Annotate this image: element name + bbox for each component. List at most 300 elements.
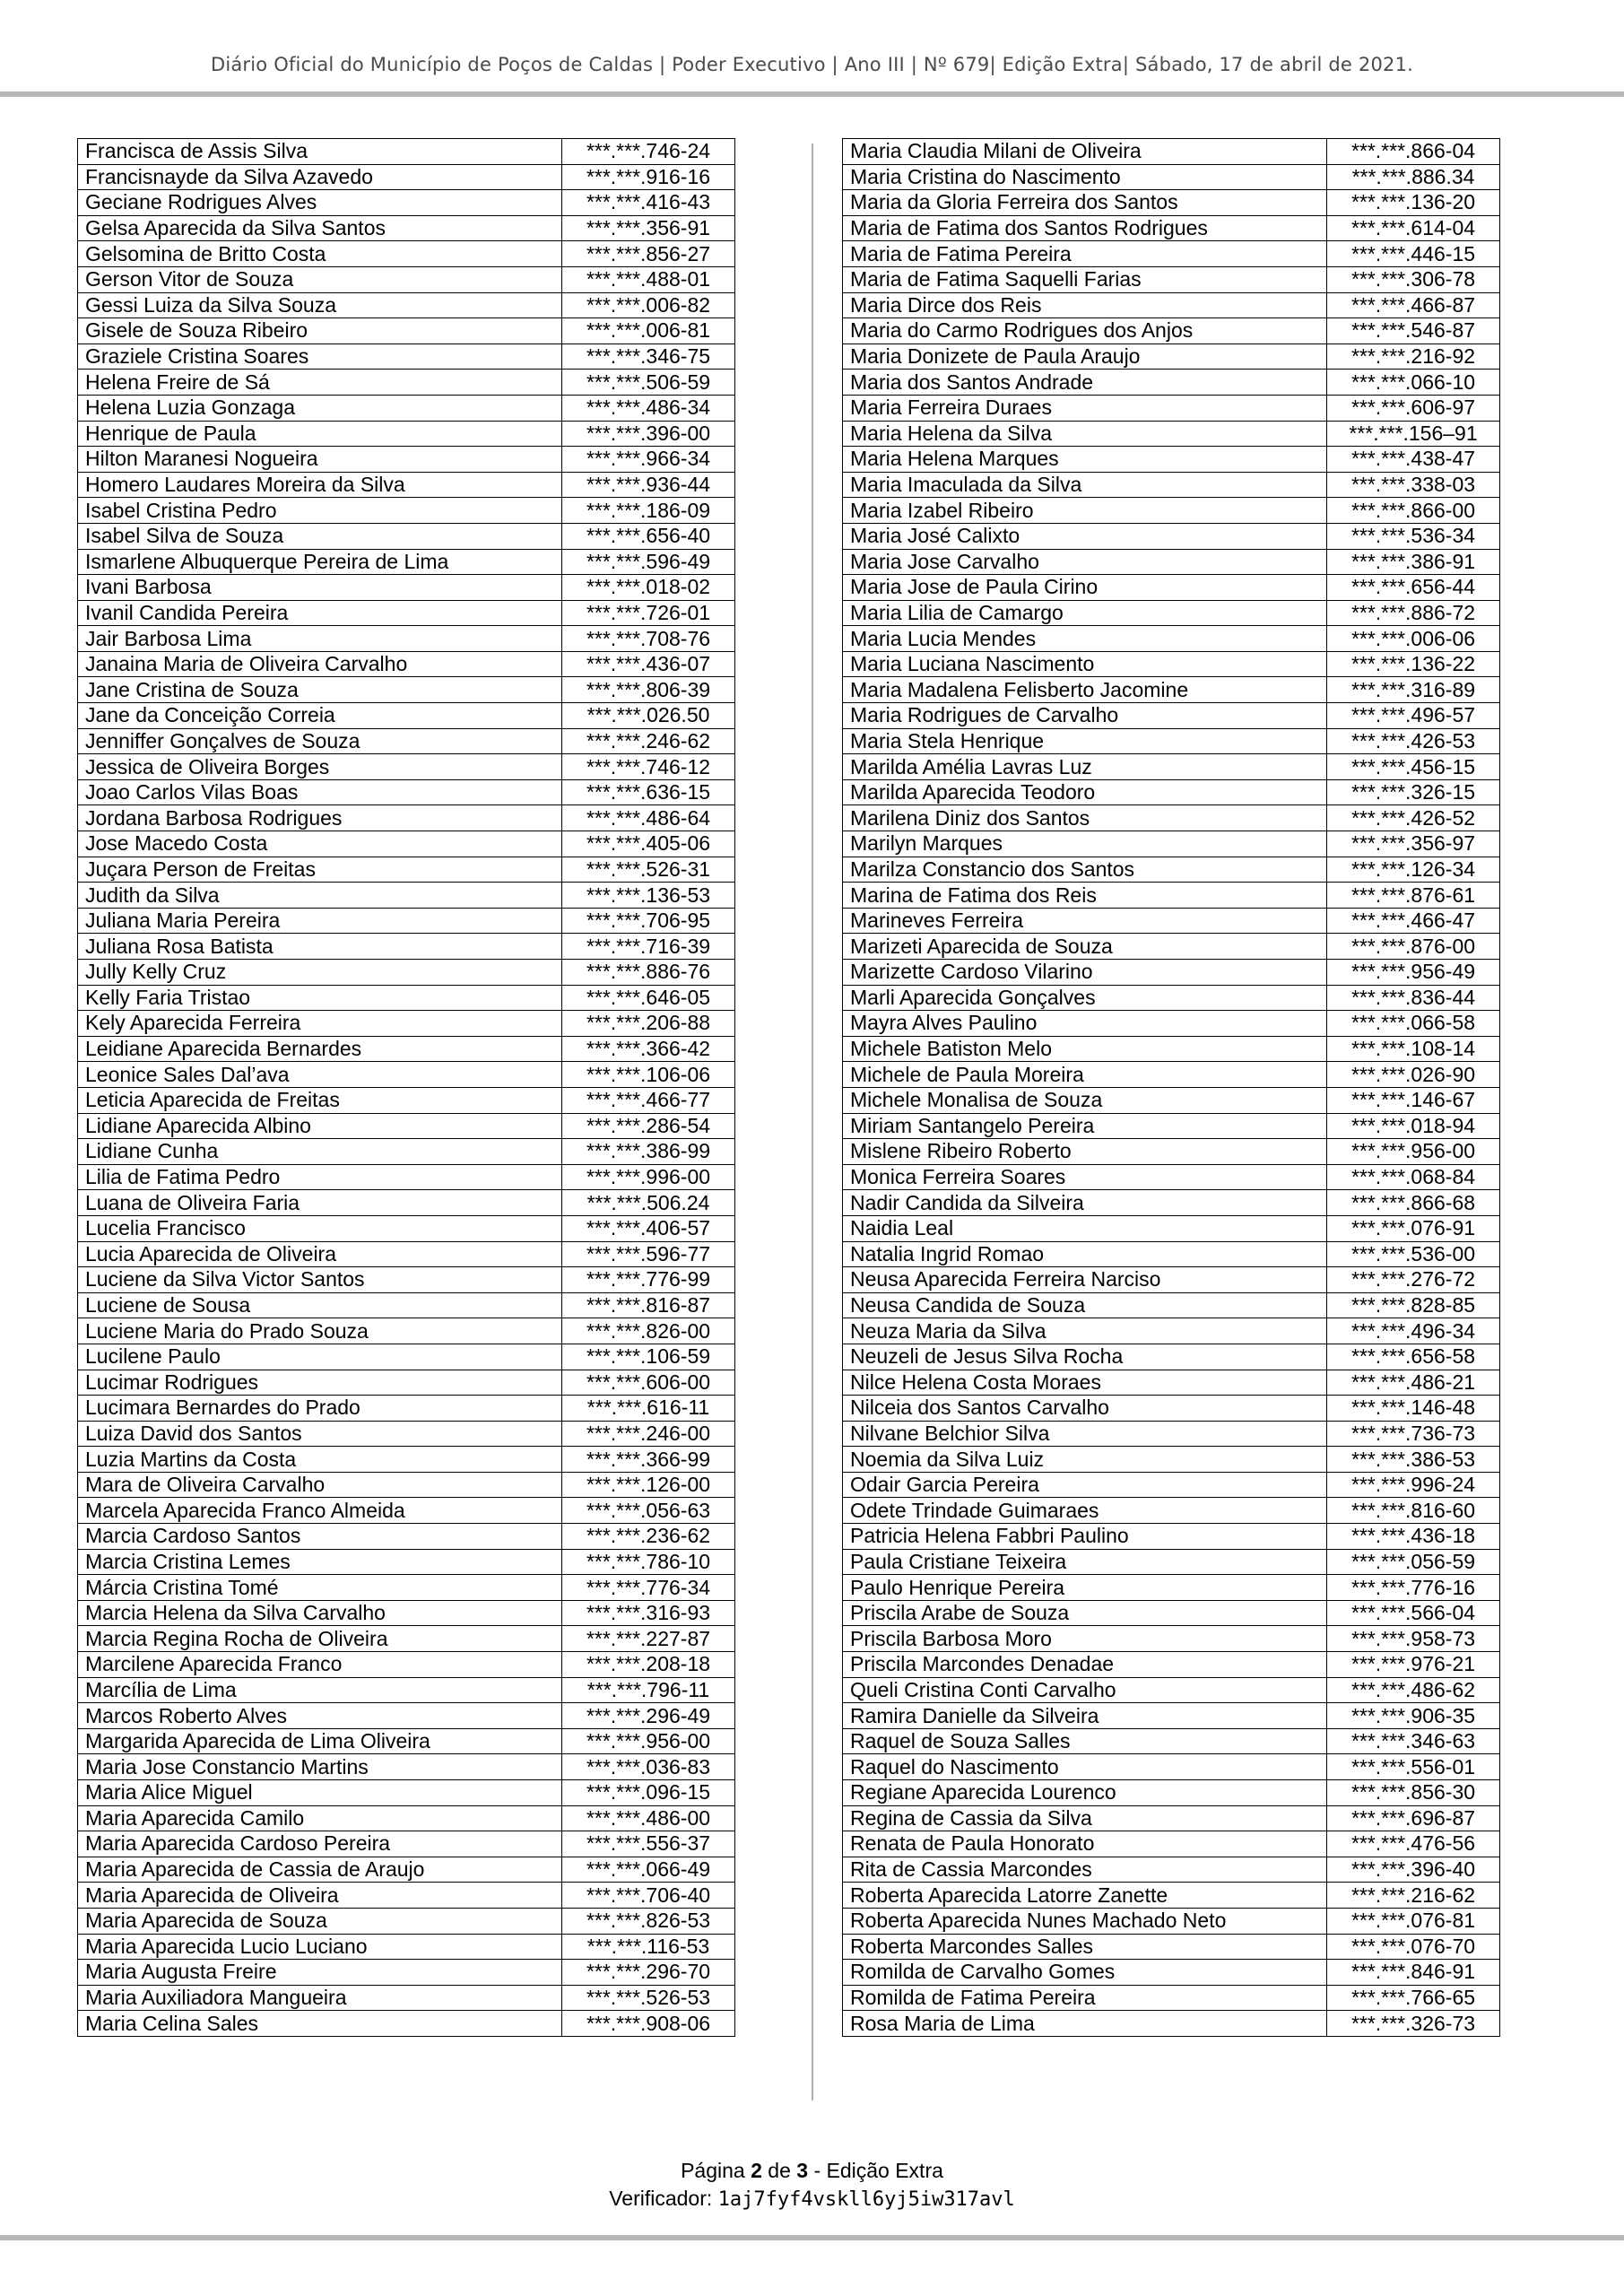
table-row xyxy=(843,344,1500,370)
person-name: Maria do Carmo Rodrigues dos Anjos xyxy=(843,318,1327,344)
masked-cpf: ***.***.156–91 xyxy=(1327,421,1500,447)
masked-cpf: ***.***.146-48 xyxy=(1327,1396,1500,1422)
masked-cpf: ***.***.546-87 xyxy=(1327,318,1500,344)
table-row xyxy=(78,677,735,703)
masked-cpf: ***.***.126-00 xyxy=(562,1472,735,1498)
table-row xyxy=(843,754,1500,780)
table-row xyxy=(78,1549,735,1575)
table-row xyxy=(78,370,735,396)
person-name: Rita de Cassia Marcondes xyxy=(843,1857,1327,1883)
table-row xyxy=(843,1549,1500,1575)
table-row xyxy=(843,651,1500,677)
person-name: Marcia Helena da Silva Carvalho xyxy=(78,1600,562,1626)
masked-cpf: ***.***.436-07 xyxy=(562,651,735,677)
table-row xyxy=(78,1934,735,1960)
person-name: Marilena Diniz dos Santos xyxy=(843,805,1327,831)
masked-cpf: ***.***.856-27 xyxy=(562,241,735,267)
person-name: Lucilene Paulo xyxy=(78,1344,562,1370)
table-row xyxy=(78,395,735,421)
masked-cpf: ***.***.958-73 xyxy=(1327,1626,1500,1652)
masked-cpf: ***.***.366-99 xyxy=(562,1447,735,1473)
masked-cpf: ***.***.746-12 xyxy=(562,754,735,780)
person-name: Renata de Paula Honorato xyxy=(843,1831,1327,1857)
person-name: Roberta Aparecida Nunes Machado Neto xyxy=(843,1908,1327,1934)
masked-cpf: ***.***.136-53 xyxy=(562,883,735,909)
masked-cpf: ***.***.596-49 xyxy=(562,549,735,575)
table-row xyxy=(78,883,735,909)
person-name: Geciane Rodrigues Alves xyxy=(78,190,562,216)
masked-cpf: ***.***.886-72 xyxy=(1327,600,1500,626)
masked-cpf: ***.***.906-35 xyxy=(1327,1703,1500,1729)
table-row xyxy=(843,1164,1500,1190)
person-name: Juliana Rosa Batista xyxy=(78,934,562,960)
person-name: Paulo Henrique Pereira xyxy=(843,1575,1327,1601)
person-name: Joao Carlos Vilas Boas xyxy=(78,779,562,805)
person-name: Patricia Helena Fabbri Paulino xyxy=(843,1524,1327,1550)
table-row xyxy=(78,215,735,241)
person-name: Márcia Cristina Tomé xyxy=(78,1575,562,1601)
table-row xyxy=(78,164,735,190)
table-row xyxy=(843,728,1500,754)
person-name: Mara de Oliveira Carvalho xyxy=(78,1472,562,1498)
table-row xyxy=(78,1626,735,1652)
table-row xyxy=(843,677,1500,703)
masked-cpf: ***.***.406-57 xyxy=(562,1215,735,1241)
masked-cpf: ***.***.386-91 xyxy=(1327,549,1500,575)
person-name: Maria de Fatima Pereira xyxy=(843,241,1327,267)
masked-cpf: ***.***.006-06 xyxy=(1327,626,1500,652)
person-name: Marcia Regina Rocha de Oliveira xyxy=(78,1626,562,1652)
person-name: Marli Aparecida Gonçalves xyxy=(843,985,1327,1011)
person-name: Maria Lucia Mendes xyxy=(843,626,1327,652)
person-name: Luana de Oliveira Faria xyxy=(78,1190,562,1216)
table-row xyxy=(843,908,1500,934)
masked-cpf: ***.***.426-53 xyxy=(1327,728,1500,754)
person-name: Raquel de Souza Salles xyxy=(843,1728,1327,1754)
person-name: Maria Aparecida Camilo xyxy=(78,1805,562,1831)
person-name: Lucia Aparecida de Oliveira xyxy=(78,1241,562,1267)
table-row xyxy=(843,1036,1500,1062)
table-row xyxy=(78,1190,735,1216)
table-row xyxy=(843,215,1500,241)
person-name: Maria Cristina do Nascimento xyxy=(843,164,1327,190)
person-name: Marcela Aparecida Franco Almeida xyxy=(78,1498,562,1524)
masked-cpf: ***.***.996-24 xyxy=(1327,1472,1500,1498)
masked-cpf: ***.***.227-87 xyxy=(562,1626,735,1652)
table-row xyxy=(78,651,735,677)
masked-cpf: ***.***.106-06 xyxy=(562,1062,735,1088)
masked-cpf: ***.***.216-92 xyxy=(1327,344,1500,370)
table-row xyxy=(843,1652,1500,1678)
table-row xyxy=(843,1062,1500,1088)
masked-cpf: ***.***.466-77 xyxy=(562,1087,735,1113)
masked-cpf: ***.***.486-62 xyxy=(1327,1677,1500,1703)
page-current: 2 xyxy=(751,2159,762,2182)
person-name: Gessi Luiza da Silva Souza xyxy=(78,292,562,318)
masked-cpf: ***.***.066-58 xyxy=(1327,1011,1500,1037)
person-name: Jose Macedo Costa xyxy=(78,831,562,857)
footer-rule xyxy=(0,2235,1624,2240)
masked-cpf: ***.***.366-42 xyxy=(562,1036,735,1062)
masked-cpf: ***.***.026.50 xyxy=(562,703,735,729)
masked-cpf: ***.***.956-49 xyxy=(1327,960,1500,986)
table-row xyxy=(78,523,735,549)
masked-cpf: ***.***.566-04 xyxy=(1327,1600,1500,1626)
person-name: Jessica de Oliveira Borges xyxy=(78,754,562,780)
table-row xyxy=(843,1241,1500,1267)
person-name: Luciene da Silva Victor Santos xyxy=(78,1267,562,1293)
masked-cpf: ***.***.526-31 xyxy=(562,857,735,883)
person-name: Regiane Aparecida Lourenco xyxy=(843,1780,1327,1806)
masked-cpf: ***.***.056-63 xyxy=(562,1498,735,1524)
masked-cpf: ***.***.736-73 xyxy=(1327,1421,1500,1447)
person-name: Leonice Sales Dal’ava xyxy=(78,1062,562,1088)
person-name: Isabel Silva de Souza xyxy=(78,523,562,549)
table-row xyxy=(78,1241,735,1267)
person-name: Maria Stela Henrique xyxy=(843,728,1327,754)
person-name: Hilton Maranesi Nogueira xyxy=(78,447,562,473)
masked-cpf: ***.***.656-58 xyxy=(1327,1344,1500,1370)
masked-cpf: ***.***.326-15 xyxy=(1327,779,1500,805)
table-row xyxy=(843,241,1500,267)
table-row xyxy=(843,395,1500,421)
person-name: Ivani Barbosa xyxy=(78,575,562,601)
table-row xyxy=(843,1600,1500,1626)
masked-cpf: ***.***.496-34 xyxy=(1327,1318,1500,1344)
table-row xyxy=(843,370,1500,396)
table-row xyxy=(843,139,1500,165)
table-row xyxy=(78,600,735,626)
table-row xyxy=(843,1626,1500,1652)
masked-cpf: ***.***.006-81 xyxy=(562,318,735,344)
masked-cpf: ***.***.706-40 xyxy=(562,1883,735,1909)
table-row xyxy=(843,1703,1500,1729)
person-name: Maria José Calixto xyxy=(843,523,1327,549)
person-name: Gelsa Aparecida da Silva Santos xyxy=(78,215,562,241)
page-header: Diário Oficial do Município de Poços de Caldas | Poder Executivo | Ano III | Nº 679| Edição Extra| Sábado, 17 de abril de 2021. xyxy=(210,54,1414,75)
masked-cpf: ***.***.776-34 xyxy=(562,1575,735,1601)
person-name: Romilda de Carvalho Gomes xyxy=(843,1960,1327,1986)
table-row xyxy=(78,1318,735,1344)
masked-cpf: ***.***.616-11 xyxy=(562,1396,735,1422)
table-row xyxy=(843,523,1500,549)
table-row xyxy=(78,241,735,267)
masked-cpf: ***.***.246-00 xyxy=(562,1421,735,1447)
person-name: Ismarlene Albuquerque Pereira de Lima xyxy=(78,549,562,575)
table-row xyxy=(843,447,1500,473)
masked-cpf: ***.***.066-10 xyxy=(1327,370,1500,396)
table-row xyxy=(843,1318,1500,1344)
table-row xyxy=(843,1011,1500,1037)
table-row xyxy=(843,190,1500,216)
masked-cpf: ***.***.096-15 xyxy=(562,1780,735,1806)
table-row xyxy=(78,1267,735,1293)
masked-cpf: ***.***.716-39 xyxy=(562,934,735,960)
page-prefix: Página xyxy=(681,2159,751,2182)
person-name: Marcilene Aparecida Franco xyxy=(78,1652,562,1678)
table-row xyxy=(78,703,735,729)
masked-cpf: ***.***.656-44 xyxy=(1327,575,1500,601)
masked-cpf: ***.***.726-01 xyxy=(562,600,735,626)
masked-cpf: ***.***.536-34 xyxy=(1327,523,1500,549)
person-name: Maria Helena da Silva xyxy=(843,421,1327,447)
person-name: Maria de Fatima Saquelli Farias xyxy=(843,266,1327,292)
table-row xyxy=(843,1857,1500,1883)
table-row xyxy=(843,1447,1500,1473)
table-row xyxy=(78,1472,735,1498)
person-name: Marcília de Lima xyxy=(78,1677,562,1703)
person-name: Neuzeli de Jesus Silva Rocha xyxy=(843,1344,1327,1370)
person-name: Helena Freire de Sá xyxy=(78,370,562,396)
person-name: Roberta Marcondes Salles xyxy=(843,1934,1327,1960)
person-name: Maria Claudia Milani de Oliveira xyxy=(843,139,1327,165)
person-name: Maria da Gloria Ferreira dos Santos xyxy=(843,190,1327,216)
person-name: Miriam Santangelo Pereira xyxy=(843,1113,1327,1139)
person-name: Priscila Arabe de Souza xyxy=(843,1600,1327,1626)
masked-cpf: ***.***.596-77 xyxy=(562,1241,735,1267)
table-row xyxy=(843,1396,1500,1422)
person-name: Maria dos Santos Andrade xyxy=(843,370,1327,396)
person-name: Kely Aparecida Ferreira xyxy=(78,1011,562,1037)
person-name: Naidia Leal xyxy=(843,1215,1327,1241)
masked-cpf: ***.***.146-67 xyxy=(1327,1087,1500,1113)
person-name: Jane da Conceição Correia xyxy=(78,703,562,729)
table-row xyxy=(78,1805,735,1831)
table-row xyxy=(78,805,735,831)
person-name: Maria Luciana Nascimento xyxy=(843,651,1327,677)
table-row xyxy=(78,831,735,857)
person-name: Roberta Aparecida Latorre Zanette xyxy=(843,1883,1327,1909)
person-name: Luciene de Sousa xyxy=(78,1292,562,1318)
table-row xyxy=(843,472,1500,498)
table-row xyxy=(78,1113,735,1139)
person-name: Maria Lilia de Camargo xyxy=(843,600,1327,626)
person-name: Odair Garcia Pereira xyxy=(843,1472,1327,1498)
masked-cpf: ***.***.526-53 xyxy=(562,1985,735,2011)
table-row xyxy=(843,1754,1500,1780)
header-rule xyxy=(0,91,1624,97)
person-name: Francisca de Assis Silva xyxy=(78,139,562,165)
table-row xyxy=(78,626,735,652)
person-name: Natalia Ingrid Romao xyxy=(843,1241,1327,1267)
table-row xyxy=(78,447,735,473)
table-row xyxy=(78,1139,735,1165)
masked-cpf: ***.***.496-57 xyxy=(1327,703,1500,729)
person-name: Priscila Barbosa Moro xyxy=(843,1626,1327,1652)
masked-cpf: ***.***.486-34 xyxy=(562,395,735,421)
person-name: Maria Izabel Ribeiro xyxy=(843,498,1327,524)
table-row xyxy=(843,2011,1500,2037)
masked-cpf: ***.***.236-62 xyxy=(562,1524,735,1550)
person-name: Marizette Cardoso Vilarino xyxy=(843,960,1327,986)
table-row xyxy=(78,960,735,986)
person-name: Helena Luzia Gonzaga xyxy=(78,395,562,421)
person-name: Maria Celina Sales xyxy=(78,2011,562,2037)
table-row xyxy=(78,292,735,318)
masked-cpf: ***.***.386-99 xyxy=(562,1139,735,1165)
masked-cpf: ***.***.036-83 xyxy=(562,1754,735,1780)
person-name: Maria Aparecida de Cassia de Araujo xyxy=(78,1857,562,1883)
table-row xyxy=(78,754,735,780)
person-name: Neusa Aparecida Ferreira Narciso xyxy=(843,1267,1327,1293)
masked-cpf: ***.***.956-00 xyxy=(1327,1139,1500,1165)
table-row xyxy=(843,626,1500,652)
table-row xyxy=(843,1934,1500,1960)
table-row xyxy=(843,1421,1500,1447)
masked-cpf: ***.***.606-97 xyxy=(1327,395,1500,421)
table-row xyxy=(843,1883,1500,1909)
masked-cpf: ***.***.556-37 xyxy=(562,1831,735,1857)
table-row xyxy=(78,1344,735,1370)
table-row xyxy=(843,831,1500,857)
person-name: Nilvane Belchior Silva xyxy=(843,1421,1327,1447)
masked-cpf: ***.***.746-24 xyxy=(562,139,735,165)
masked-cpf: ***.***.386-53 xyxy=(1327,1447,1500,1473)
table-row xyxy=(843,805,1500,831)
masked-cpf: ***.***.326-73 xyxy=(1327,2011,1500,2037)
person-name: Ramira Danielle da Silveira xyxy=(843,1703,1327,1729)
masked-cpf: ***.***.338-03 xyxy=(1327,472,1500,498)
table-row xyxy=(843,1215,1500,1241)
masked-cpf: ***.***.976-21 xyxy=(1327,1652,1500,1678)
person-name: Luzia Martins da Costa xyxy=(78,1447,562,1473)
masked-cpf: ***.***.136-22 xyxy=(1327,651,1500,677)
masked-cpf: ***.***.828-85 xyxy=(1327,1292,1500,1318)
table-row xyxy=(843,421,1500,447)
table-row xyxy=(843,318,1500,344)
person-name: Jane Cristina de Souza xyxy=(78,677,562,703)
table-row xyxy=(78,1575,735,1601)
beneficiary-table-right xyxy=(842,138,1500,2037)
person-name: Maria Jose de Paula Cirino xyxy=(843,575,1327,601)
person-name: Michele Monalisa de Souza xyxy=(843,1087,1327,1113)
page-suffix: - Edição Extra xyxy=(808,2159,943,2182)
table-row xyxy=(78,908,735,934)
table-row xyxy=(78,318,735,344)
masked-cpf: ***.***.956-00 xyxy=(562,1728,735,1754)
person-name: Isabel Cristina Pedro xyxy=(78,498,562,524)
masked-cpf: ***.***.916-16 xyxy=(562,164,735,190)
page-mid: de xyxy=(761,2159,797,2182)
person-name: Nilce Helena Costa Moraes xyxy=(843,1370,1327,1396)
person-name: Regina de Cassia da Silva xyxy=(843,1805,1327,1831)
masked-cpf: ***.***.786-10 xyxy=(562,1549,735,1575)
masked-cpf: ***.***.816-87 xyxy=(562,1292,735,1318)
table-row xyxy=(843,292,1500,318)
person-name: Mayra Alves Paulino xyxy=(843,1011,1327,1037)
table-row xyxy=(843,498,1500,524)
masked-cpf: ***.***.536-00 xyxy=(1327,1241,1500,1267)
table-row xyxy=(843,703,1500,729)
masked-cpf: ***.***.486-64 xyxy=(562,805,735,831)
masked-cpf: ***.***.026-90 xyxy=(1327,1062,1500,1088)
person-name: Maria Ferreira Duraes xyxy=(843,395,1327,421)
masked-cpf: ***.***.056-59 xyxy=(1327,1549,1500,1575)
person-name: Marilda Amélia Lavras Luz xyxy=(843,754,1327,780)
masked-cpf: ***.***.456-15 xyxy=(1327,754,1500,780)
person-name: Lucimar Rodrigues xyxy=(78,1370,562,1396)
table-row xyxy=(78,779,735,805)
table-row xyxy=(78,1780,735,1806)
table-row xyxy=(78,934,735,960)
person-name: Graziele Cristina Soares xyxy=(78,344,562,370)
masked-cpf: ***.***.126-34 xyxy=(1327,857,1500,883)
person-name: Marilza Constancio dos Santos xyxy=(843,857,1327,883)
masked-cpf: ***.***.886-76 xyxy=(562,960,735,986)
person-name: Jully Kelly Cruz xyxy=(78,960,562,986)
masked-cpf: ***.***.206-88 xyxy=(562,1011,735,1037)
person-name: Maria Madalena Felisberto Jacomine xyxy=(843,677,1327,703)
person-name: Marina de Fatima dos Reis xyxy=(843,883,1327,909)
person-name: Lilia de Fatima Pedro xyxy=(78,1164,562,1190)
person-name: Michele Batiston Melo xyxy=(843,1036,1327,1062)
person-name: Marilda Aparecida Teodoro xyxy=(843,779,1327,805)
table-row xyxy=(843,266,1500,292)
masked-cpf: ***.***.488-01 xyxy=(562,266,735,292)
masked-cpf: ***.***.106-59 xyxy=(562,1344,735,1370)
person-name: Jenniffer Gonçalves de Souza xyxy=(78,728,562,754)
table-row xyxy=(843,934,1500,960)
table-row xyxy=(843,883,1500,909)
person-name: Noemia da Silva Luiz xyxy=(843,1447,1327,1473)
table-row xyxy=(78,1600,735,1626)
table-row xyxy=(78,1728,735,1754)
page-total: 3 xyxy=(796,2159,809,2182)
masked-cpf: ***.***.826-00 xyxy=(562,1318,735,1344)
person-name: Maria Imaculada da Silva xyxy=(843,472,1327,498)
masked-cpf: ***.***.776-16 xyxy=(1327,1575,1500,1601)
masked-cpf: ***.***.776-99 xyxy=(562,1267,735,1293)
masked-cpf: ***.***.246-62 xyxy=(562,728,735,754)
table-row xyxy=(78,1292,735,1318)
masked-cpf: ***.***.436-18 xyxy=(1327,1524,1500,1550)
masked-cpf: ***.***.306-78 xyxy=(1327,266,1500,292)
masked-cpf: ***.***.766-65 xyxy=(1327,1985,1500,2011)
masked-cpf: ***.***.356-91 xyxy=(562,215,735,241)
table-row xyxy=(78,190,735,216)
table-row xyxy=(78,1164,735,1190)
person-name: Maria Aparecida de Souza xyxy=(78,1908,562,1934)
table-row xyxy=(78,1036,735,1062)
masked-cpf: ***.***.006-82 xyxy=(562,292,735,318)
masked-cpf: ***.***.856-30 xyxy=(1327,1780,1500,1806)
masked-cpf: ***.***.876-00 xyxy=(1327,934,1500,960)
table-row xyxy=(78,1447,735,1473)
table-row xyxy=(78,549,735,575)
masked-cpf: ***.***.556-01 xyxy=(1327,1754,1500,1780)
masked-cpf: ***.***.316-93 xyxy=(562,1600,735,1626)
masked-cpf: ***.***.076-81 xyxy=(1327,1908,1500,1934)
table-row xyxy=(78,1985,735,2011)
masked-cpf: ***.***.396-00 xyxy=(562,421,735,447)
masked-cpf: ***.***.816-60 xyxy=(1327,1498,1500,1524)
table-row xyxy=(843,1985,1500,2011)
table-row xyxy=(843,1677,1500,1703)
masked-cpf: ***.***.866-00 xyxy=(1327,498,1500,524)
table-row xyxy=(843,1472,1500,1498)
person-name: Gerson Vitor de Souza xyxy=(78,266,562,292)
masked-cpf: ***.***.405-06 xyxy=(562,831,735,857)
masked-cpf: ***.***.346-75 xyxy=(562,344,735,370)
person-name: Maria Alice Miguel xyxy=(78,1780,562,1806)
table-row xyxy=(78,1883,735,1909)
person-name: Leidiane Aparecida Bernardes xyxy=(78,1036,562,1062)
masked-cpf: ***.***.076-91 xyxy=(1327,1215,1500,1241)
verifier-code: 1aj7fyf4vskll6yj5iw317avl xyxy=(717,2188,1015,2211)
masked-cpf: ***.***.656-40 xyxy=(562,523,735,549)
masked-cpf: ***.***.476-56 xyxy=(1327,1831,1500,1857)
person-name: Maria Jose Carvalho xyxy=(843,549,1327,575)
